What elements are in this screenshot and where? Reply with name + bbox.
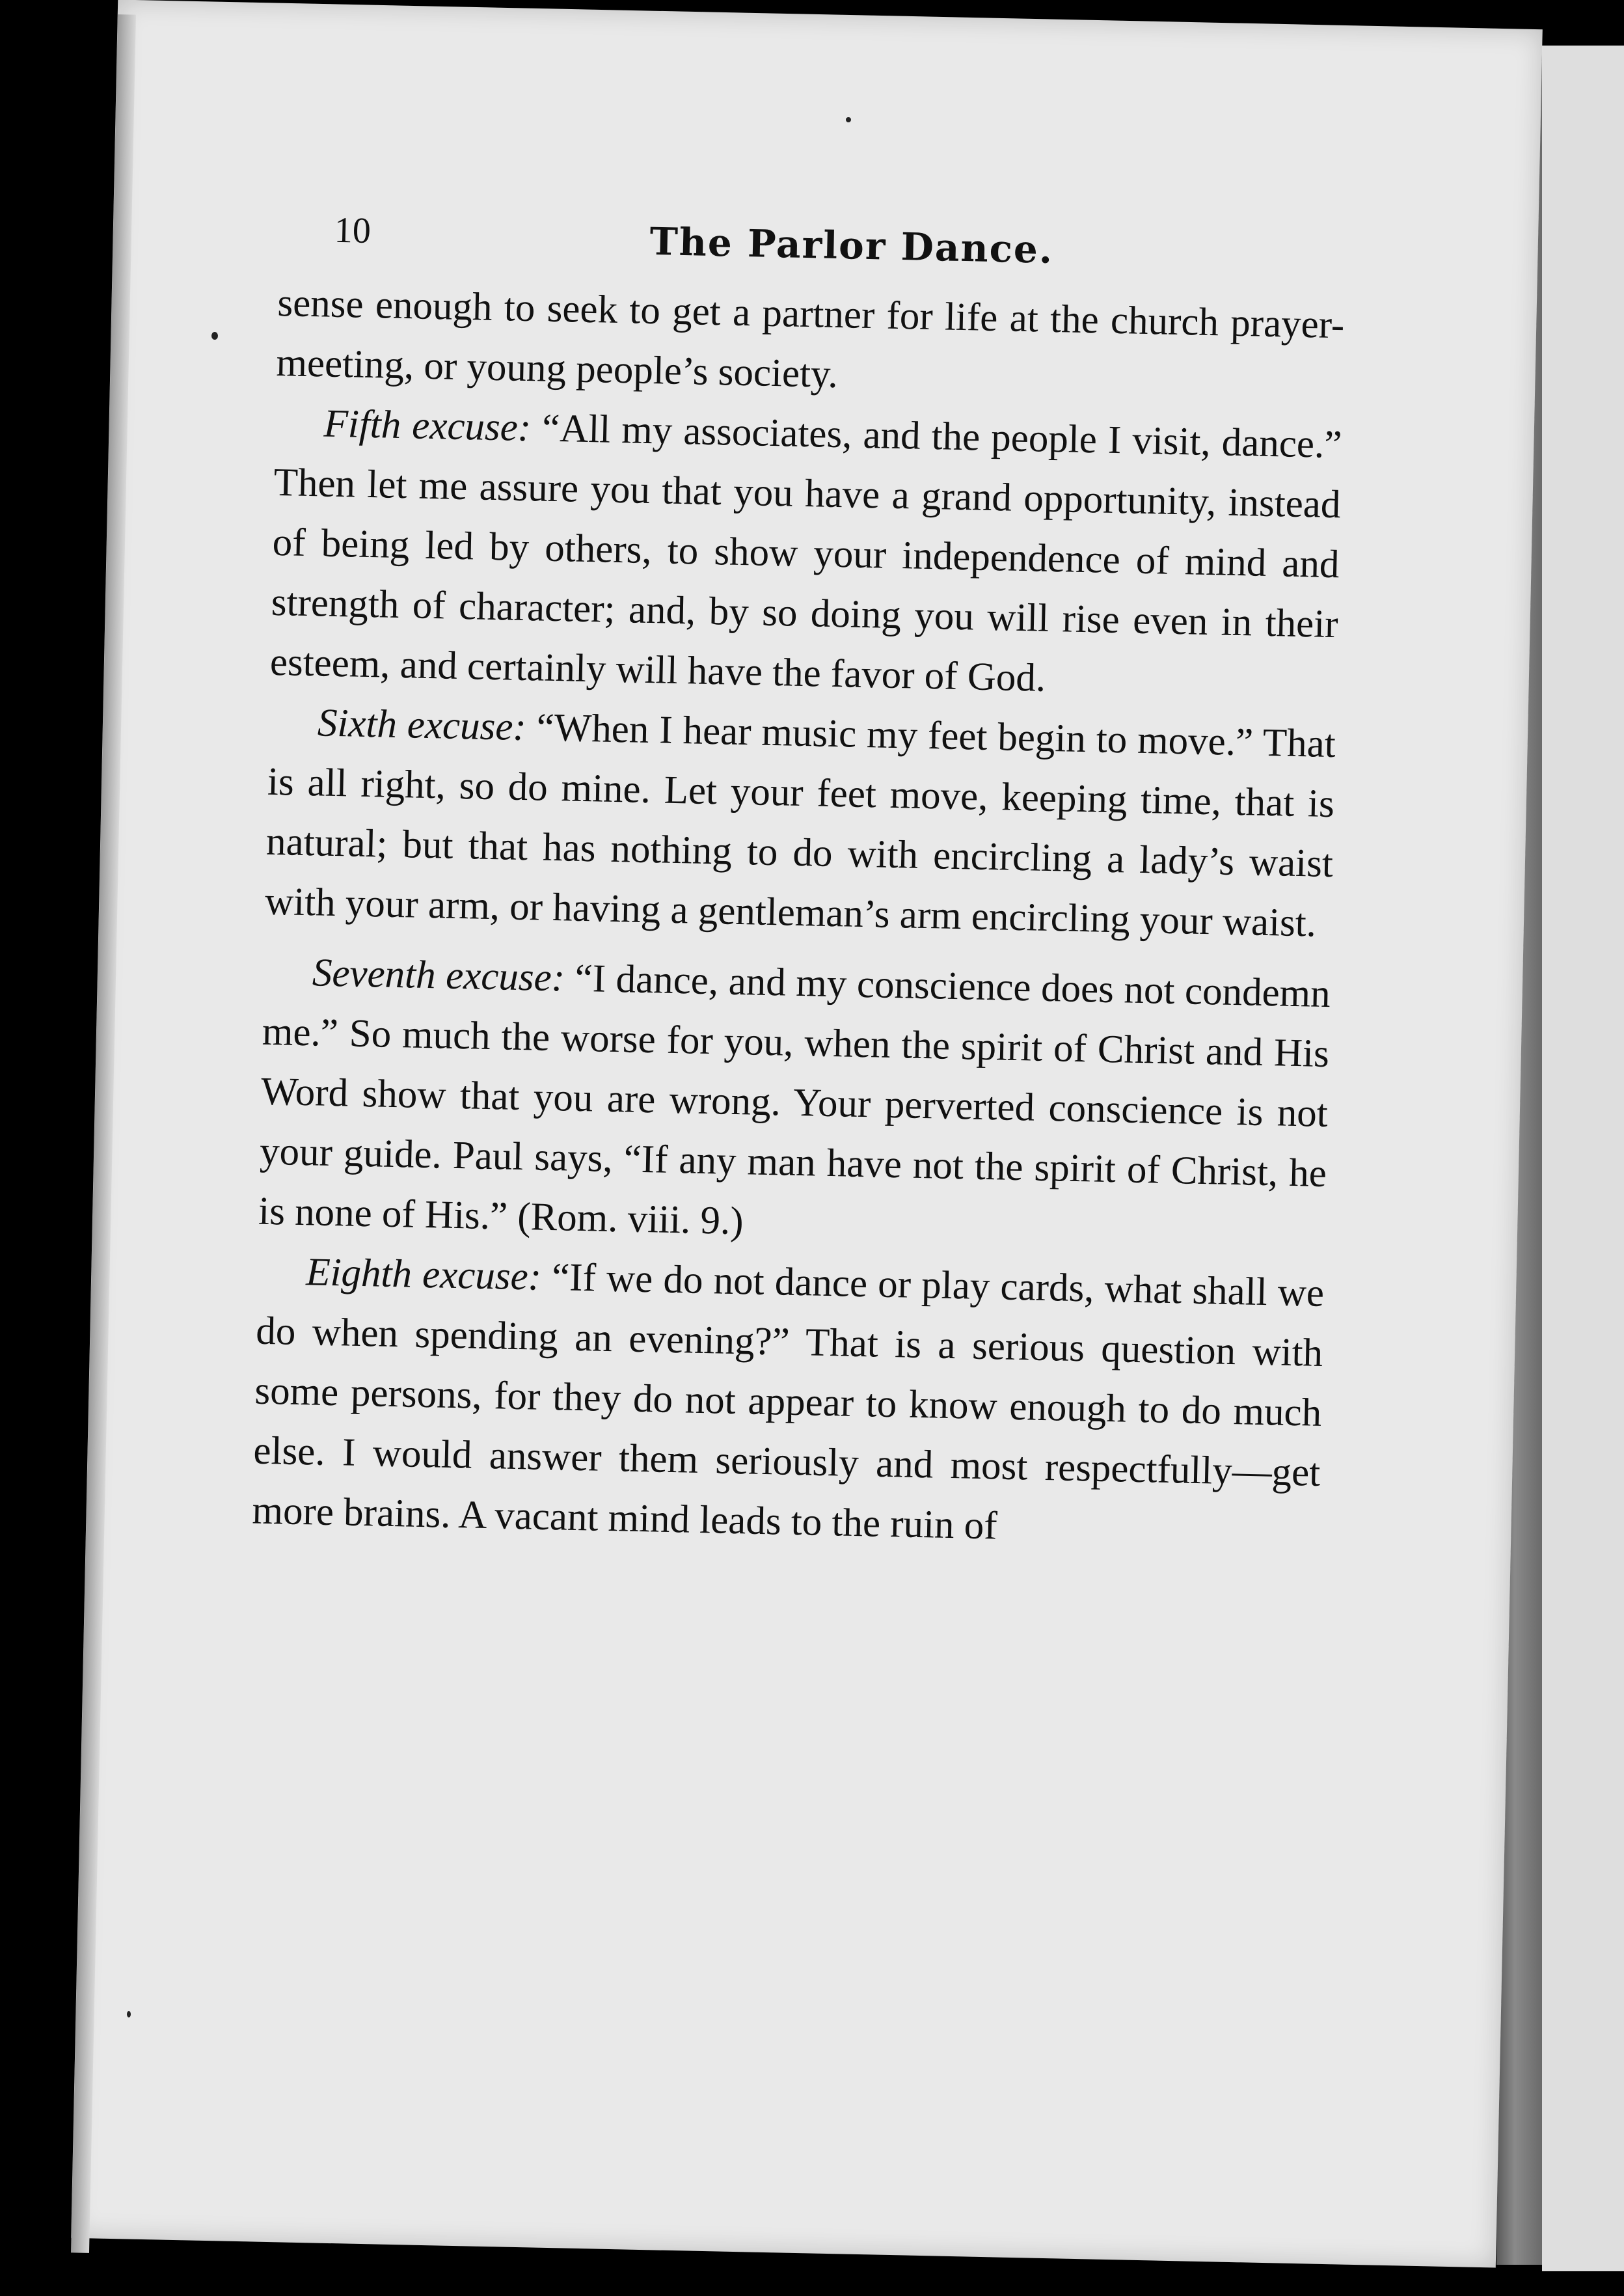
paragraph-eighth-excuse (252, 1242, 1325, 1563)
page-content (252, 195, 1347, 1563)
ink-speck (127, 2011, 131, 2017)
excuse-text: “When I hear music my feet begin to move.” That is all right, so do mine. Let your feet move, keeping time, that is natural; but that has nothing to do with encircling a lady’s waist with your arm, or having a gentleman’s arm encircling your waist. (264, 705, 1336, 946)
paragraph-fifth-excuse (269, 393, 1342, 715)
ink-speck (846, 117, 851, 122)
running-title: The Parlor Dance. (649, 219, 1054, 272)
excuse-text: “All my associates, and the people I visit, dance.” Then let me assure you that you have a grand opportunity, instead of being led by others, to show your independence of mind and strength of character; and, by so doing you will rise even in their esteem, and certainly will have the favor of God. (269, 406, 1343, 700)
excuse-text: “If we do not dance or play cards, what shall we do when spending an evening?” That is a serious question with some persons, for they do not appear to know enough to do much else. I would answer them seriously and most respectfully—get more brains. A vacant mind leads to the ruin of (251, 1255, 1325, 1548)
paragraph-continuation: sense enough to seek to get a partner for life at the church prayer-meeting, or young people’s society. (275, 280, 1345, 397)
excuse-label: Fifth excuse: (323, 402, 532, 450)
ink-speck (211, 332, 218, 340)
excuse-text: “I dance, and my conscience does not condemn me.” So much the worse for you, when the spirit of Christ and His Word show that you are wrong. Your perverted conscience is not your guide. Paul says, “If any man have not the spirit of Christ, he is none of His.” (Rom. viii. 9.) (258, 956, 1331, 1244)
paragraph-seventh-excuse (258, 942, 1331, 1264)
excuse-label: Seventh excuse: (312, 951, 565, 1000)
excuse-label: Eighth excuse: (305, 1250, 542, 1299)
paragraph-sixth-excuse (264, 692, 1336, 954)
excuse-label: Sixth excuse: (317, 701, 527, 750)
page-number: 10 (334, 210, 372, 251)
adjacent-page (1542, 46, 1624, 2271)
